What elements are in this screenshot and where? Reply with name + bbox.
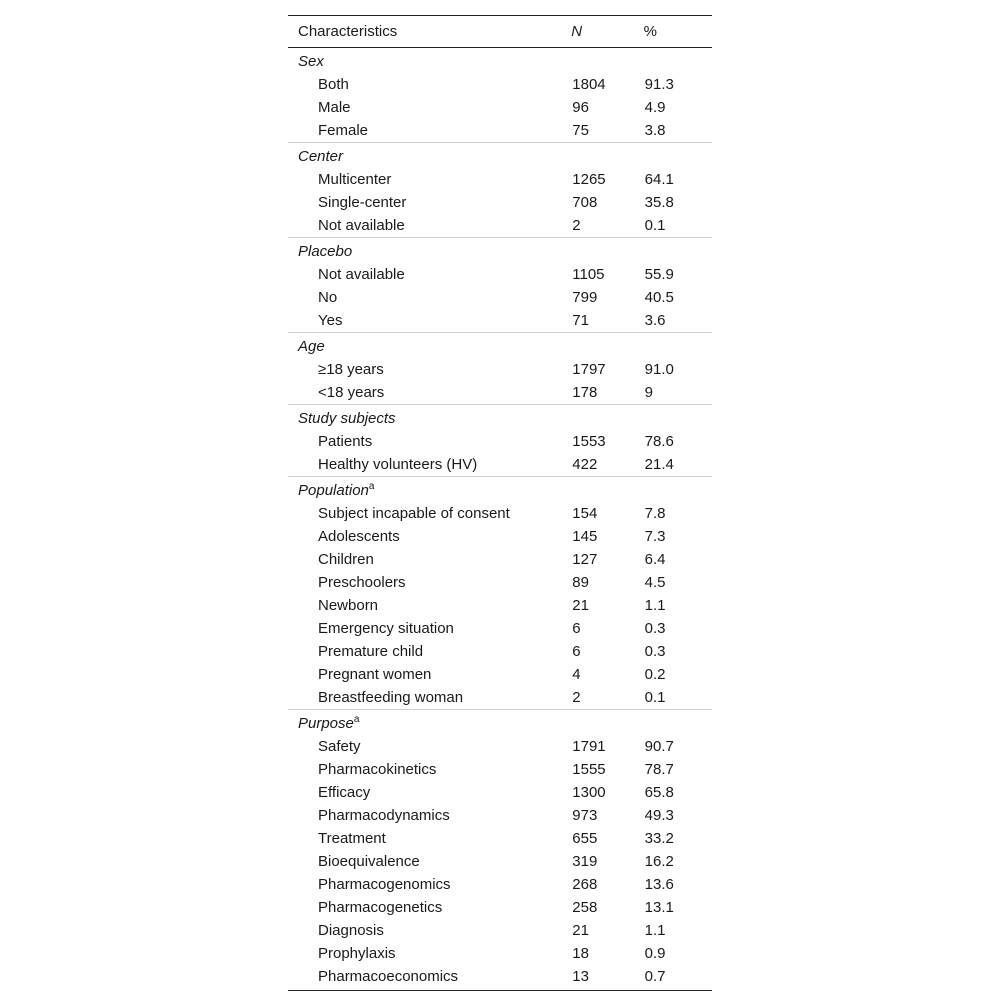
row-percent-value: 40.5 [644,289,674,306]
empty-cell [644,238,712,264]
row-label: Bioequivalence [318,853,420,870]
row-percent-value: 7.3 [644,528,666,545]
table-row [288,453,712,477]
row-label: Male [318,99,351,116]
row-label: Prophylaxis [318,945,396,962]
characteristics-table [288,15,712,991]
group-label-cell [288,710,571,736]
row-label: Not available [318,217,405,234]
row-n-value: 1804 [572,76,606,93]
row-n-value: 1797 [572,361,606,378]
row-percent-value: 4.5 [644,574,666,591]
row-percent-value: 6.4 [644,551,666,568]
table-row [288,827,712,850]
group-label: Center [298,148,344,165]
empty-cell [644,143,712,169]
row-percent-value: 49.3 [644,807,674,824]
row-n-value: 6 [572,643,581,660]
row-percent-value: 16.2 [644,853,674,870]
row-n-value: 258 [572,899,598,916]
table-row [288,73,712,96]
empty-cell [571,405,643,431]
row-label: Treatment [318,830,386,847]
table-row [288,502,712,525]
row-n-value: 178 [572,384,598,401]
table-row [288,119,712,143]
table-row [288,617,712,640]
row-label: Pharmacogenetics [318,899,443,916]
row-percent-value: 9 [644,384,653,401]
group-row-purpose [288,710,712,736]
row-label: Emergency situation [318,620,454,637]
footnote-marker: a [353,714,360,725]
row-percent-value: 0.2 [644,666,666,683]
table-row [288,525,712,548]
row-percent-value: 90.7 [644,738,674,755]
row-percent-value: 78.7 [644,761,674,778]
group-label-cell [288,238,571,264]
row-n-value: 268 [572,876,598,893]
row-percent-value: 65.8 [644,784,674,801]
row-percent-value: 35.8 [644,194,674,211]
table-row [288,309,712,333]
table-row [288,430,712,453]
row-n-value: 708 [572,194,598,211]
row-percent-value: 3.6 [644,312,666,329]
table-row [288,214,712,238]
row-percent-value: 78.6 [644,433,674,450]
row-label: Children [318,551,374,568]
group-label-cell [288,405,571,431]
table-row [288,896,712,919]
row-label: Breastfeeding woman [318,689,464,706]
row-label: Healthy volunteers (HV) [318,456,478,473]
group-row-population [288,477,712,503]
row-label: Patients [318,433,373,450]
group-row-study-subjects [288,405,712,431]
row-n-value: 1300 [572,784,606,801]
table-row [288,758,712,781]
row-label: Yes [318,312,343,329]
table-row [288,735,712,758]
table-row [288,873,712,896]
row-n-value: 21 [572,597,589,614]
empty-cell [571,48,643,74]
row-n-value: 2 [572,217,581,234]
row-percent-value: 0.3 [644,643,666,660]
table-row [288,686,712,710]
empty-cell [571,238,643,264]
footnote-marker: a [368,481,375,492]
table-body [288,48,712,991]
row-n-value: 319 [572,853,598,870]
table-row [288,381,712,405]
row-percent-value: 13.6 [644,876,674,893]
table-row [288,663,712,686]
group-label-cell [288,143,571,169]
header-percent: % [643,23,657,40]
row-percent-value: 0.9 [644,945,666,962]
header-characteristics: Characteristics [298,23,398,40]
row-n-value: 1265 [572,171,606,188]
table-row [288,965,712,991]
row-n-value: 96 [572,99,589,116]
table-row [288,850,712,873]
row-n-value: 18 [572,945,589,962]
empty-cell [571,333,643,359]
row-percent-value: 91.3 [644,76,674,93]
row-label: Preschoolers [318,574,406,591]
empty-cell [644,333,712,359]
row-n-value: 21 [572,922,589,939]
row-percent-value: 4.9 [644,99,666,116]
group-label: Sex [298,53,324,70]
row-label: Pharmacodynamics [318,807,450,824]
table-row [288,571,712,594]
row-percent-value: 33.2 [644,830,674,847]
group-label-cell [288,333,571,359]
row-n-value: 1791 [572,738,606,755]
row-percent-value: 7.8 [644,505,666,522]
row-label: Female [318,122,369,139]
table-row [288,594,712,617]
empty-cell [571,477,643,503]
table-row [288,191,712,214]
row-percent-value: 3.8 [644,122,666,139]
group-label-cell [288,48,571,74]
empty-cell [571,143,643,169]
row-label: Single-center [318,194,407,211]
row-label: Premature child [318,643,424,660]
row-label: Pharmacogenomics [318,876,451,893]
row-n-value: 422 [572,456,598,473]
table-row [288,942,712,965]
header-n: N [571,23,583,40]
row-label: Not available [318,266,405,283]
header-row [288,16,712,48]
row-percent-value: 91.0 [644,361,674,378]
row-label: Multicenter [318,171,392,188]
row-percent-value: 1.1 [644,597,666,614]
row-label: Newborn [318,597,379,614]
row-n-value: 799 [572,289,598,306]
table-row [288,286,712,309]
row-percent-value: 0.3 [644,620,666,637]
table-header [288,16,712,48]
table-row [288,96,712,119]
row-label: Safety [318,738,361,755]
row-label: Efficacy [318,784,371,801]
group-label: Study subjects [298,410,396,427]
group-label-cell [288,477,571,503]
row-label: Subject incapable of consent [318,505,510,522]
table-row [288,168,712,191]
group-row-sex [288,48,712,74]
row-n-value: 4 [572,666,581,683]
table-row [288,358,712,381]
empty-cell [644,405,712,431]
group-label: Purpose [298,715,354,732]
row-n-value: 89 [572,574,589,591]
row-n-value: 655 [572,830,598,847]
row-n-value: 71 [572,312,589,329]
row-n-value: 127 [572,551,598,568]
row-percent-value: 0.1 [644,689,666,706]
row-label: Both [318,76,349,93]
row-percent-value: 64.1 [644,171,674,188]
table-row [288,548,712,571]
table-row [288,640,712,663]
empty-cell [644,477,712,503]
table-row [288,781,712,804]
row-n-value: 145 [572,528,598,545]
empty-cell [644,48,712,74]
row-percent-value: 55.9 [644,266,674,283]
row-label: ≥18 years [318,361,384,378]
empty-cell [644,710,712,736]
row-n-value: 973 [572,807,598,824]
group-row-placebo [288,238,712,264]
table-row [288,263,712,286]
row-percent-value: 0.1 [644,217,666,234]
row-n-value: 1555 [572,761,606,778]
row-label: Pregnant women [318,666,432,683]
group-label: Population [298,482,369,499]
row-n-value: 6 [572,620,581,637]
characteristics-table-container [288,15,712,991]
row-label: Adolescents [318,528,400,545]
row-percent-value: 13.1 [644,899,674,916]
row-n-value: 1105 [572,266,605,283]
row-label: Pharmacokinetics [318,761,437,778]
row-label: No [318,289,338,306]
row-label: Diagnosis [318,922,384,939]
row-n-value: 154 [572,505,598,522]
row-n-value: 2 [572,689,581,706]
row-percent-value: 0.7 [644,965,712,991]
group-row-center [288,143,712,169]
row-n-value: 1553 [572,433,606,450]
row-label: <18 years [318,384,385,401]
table-row [288,919,712,942]
table-row [288,804,712,827]
row-percent-value: 21.4 [644,456,674,473]
row-n-value: 13 [571,965,643,991]
group-label: Age [298,338,325,355]
row-label: Pharmacoeconomics [288,965,571,991]
row-percent-value: 1.1 [644,922,666,939]
group-label: Placebo [298,243,353,260]
row-n-value: 75 [572,122,589,139]
group-row-age [288,333,712,359]
empty-cell [571,710,643,736]
